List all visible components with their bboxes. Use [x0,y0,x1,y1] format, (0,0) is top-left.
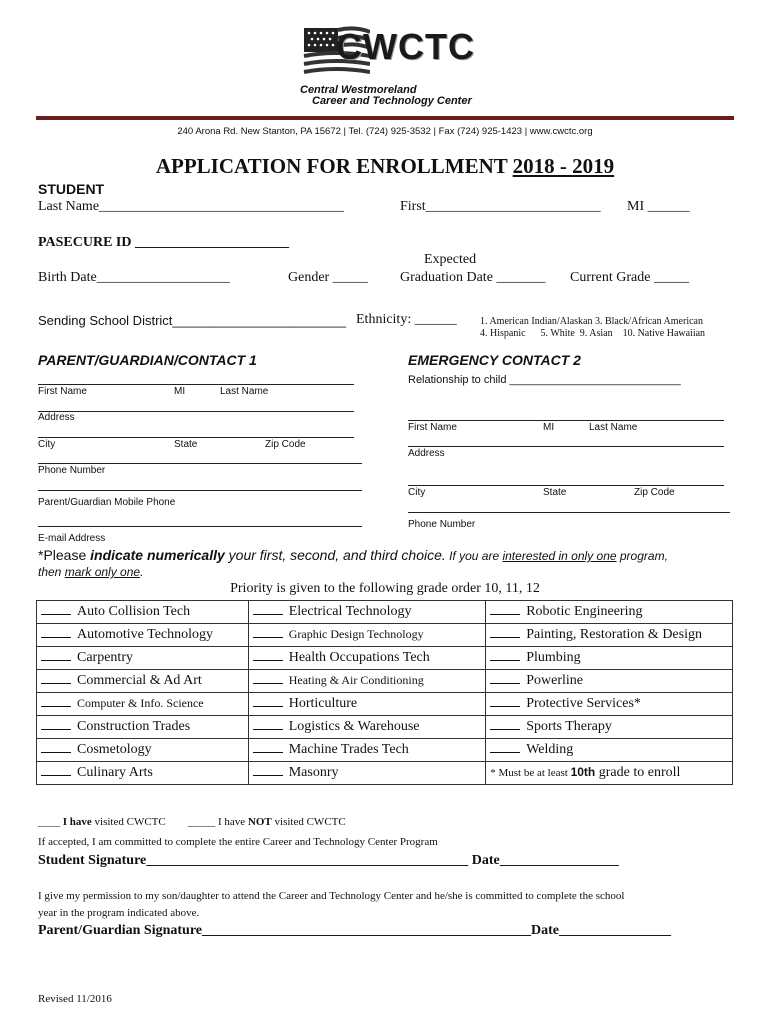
program-cell [486,693,733,716]
not-visited-blank[interactable]: _____ I have [187,816,248,828]
program-label: Machine Trades Tech [288,742,409,757]
parent-mobile-line[interactable] [38,490,362,491]
address-line: 240 Arona Rd. New Stanton, PA 15672 | Tel. (724) 925-3532 | Fax (724) 925-1423 | www.cwctc.org [177,126,593,137]
program-cell [486,670,733,693]
header-bar [36,116,734,120]
program-row [37,601,733,624]
instr-period: . [140,565,144,579]
program-cell [248,670,486,693]
program-choice-blank[interactable] [490,651,520,661]
program-row [37,624,733,647]
emergency-heading: EMERGENCY CONTACT 2 [408,352,581,368]
program-choice-blank[interactable] [253,674,283,684]
emergency-first-name-label: First Name [408,422,457,433]
emergency-address-label: Address [408,448,445,459]
programs-table [36,600,733,785]
parent-address-label: Address [38,412,75,423]
program-row [37,739,733,762]
program-choice-blank[interactable] [253,720,283,730]
emergency-city-line[interactable] [408,485,724,486]
program-choice-blank[interactable] [253,743,283,753]
birth-date-field[interactable]: Birth Date___________________ [38,270,230,285]
title-year: 2018 - 2019 [512,154,615,178]
footnote-star: * Must be at least [490,767,571,779]
emergency-address-line[interactable] [408,446,724,447]
program-cell [37,739,249,762]
program-choice-blank[interactable] [490,628,520,638]
emergency-zip-label: Zip Code [634,487,675,498]
program-cell [37,624,249,647]
program-cell [486,647,733,670]
program-cell [248,762,486,785]
parent-heading: PARENT/GUARDIAN/CONTACT 1 [38,352,257,368]
program-label: Electrical Technology [288,604,412,619]
ethnicity-codes-1: 1. American Indian/Alaskan 3. Black/African American [480,316,703,327]
ethnicity-codes-2: 4. Hispanic 5. White 9. Asian 10. Native Hawaiian [480,328,706,339]
program-label: Robotic Engineering [526,604,643,619]
program-choice-blank[interactable] [41,720,71,730]
visited-line [38,816,346,828]
program-cell [486,601,733,624]
parent-email-label: E-mail Address [38,533,106,544]
student-signature-field[interactable]: Student Signature______________________________________________ Date_________________ [38,853,619,868]
program-choice-blank[interactable] [490,697,520,707]
program-choice-blank[interactable] [41,651,71,661]
instr-indicate: indicate numerically [90,547,225,563]
emergency-mi-label: MI [543,422,555,433]
program-choice-blank[interactable] [490,674,520,684]
parent-mobile-label: Parent/Guardian Mobile Phone [38,497,176,508]
program-label: Masonry [288,765,339,780]
program-cell [37,762,249,785]
graduation-date-field[interactable]: Graduation Date _______ [400,270,546,285]
program-choice-blank[interactable] [253,766,283,776]
program-label: Horticulture [288,696,358,711]
program-choice-blank[interactable] [253,605,283,615]
program-cell [486,762,733,785]
permission-line-2: year in the program indicated above. [38,907,200,919]
instr-choices: your first, second, and third choice. [224,547,446,563]
program-cell [37,670,249,693]
program-choice-blank[interactable] [41,766,71,776]
expected-label: Expected [424,252,477,267]
program-label: Culinary Arts [77,765,153,780]
logo-wordmark: CWCTC [336,26,475,67]
program-label: Cosmetology [77,742,152,757]
program-choice-blank[interactable] [253,651,283,661]
program-choice-blank[interactable] [41,743,71,753]
program-label: Computer & Info. Science [77,696,204,710]
instr-please: *Please [38,547,91,563]
not-visited-bold: NOT [247,816,272,828]
page-title [0,154,770,179]
have-visited-rest: visited CWCTC [91,816,166,828]
parent-city-line[interactable] [38,437,354,438]
program-label: Heating & Air Conditioning [288,673,424,687]
parent-mi-label: MI [174,386,186,397]
emergency-name-line[interactable] [408,420,724,421]
program-label: Welding [526,742,574,757]
footnote-rest: grade to enroll [595,765,681,780]
commitment-statement: If accepted, I am committed to complete the entire Career and Technology Center Program [38,836,438,848]
program-cell [37,647,249,670]
instr-mark: mark only one [64,565,141,579]
gender-field[interactable]: Gender _____ [288,270,368,285]
first-name-field[interactable]: First_________________________ [400,199,601,214]
program-cell [248,693,486,716]
parent-state-label: State [174,439,198,450]
program-choice-blank[interactable] [41,605,71,615]
program-label: Auto Collision Tech [77,604,191,619]
parent-signature-field[interactable]: Parent/Guardian Signature_______________________________________________Date________________ [38,923,671,938]
program-choice-blank[interactable] [253,697,283,707]
permission-line-1: I give my permission to my son/daughter to attend the Career and Technology Center and he/she is committed to complete the school [38,890,625,902]
program-choice-blank[interactable] [41,697,71,707]
parent-zip-label: Zip Code [265,439,306,450]
program-cell [486,624,733,647]
program-label: Construction Trades [77,719,191,734]
program-cell [37,693,249,716]
instr-if-you: If you are [445,549,503,563]
emergency-phone-label: Phone Number [408,519,476,530]
footnote-grade: 10th [570,765,596,779]
current-grade-field[interactable]: Current Grade _____ [570,270,689,285]
logo-subtitle-2: Career and Technology Center [312,95,472,107]
parent-phone-line[interactable] [38,463,362,464]
program-cell [248,624,486,647]
age-footnote [490,765,680,780]
program-choice-blank[interactable] [490,743,520,753]
emergency-state-label: State [543,487,567,498]
parent-email-line[interactable] [38,526,362,527]
emergency-city-label: City [408,487,426,498]
priority-note: Priority is given to the following grade order 10, 11, 12 [230,581,540,596]
program-row [37,647,733,670]
program-row [37,670,733,693]
program-cell [248,716,486,739]
program-choice-blank[interactable] [41,628,71,638]
program-choice-blank[interactable] [490,720,520,730]
ethnicity-field[interactable]: Ethnicity: ______ [356,312,457,327]
program-label: Sports Therapy [526,719,612,734]
program-cell [37,601,249,624]
program-label: Protective Services* [526,696,641,711]
mi-field[interactable]: MI ______ [627,199,690,214]
parent-name-line[interactable] [38,384,354,385]
program-cell [37,716,249,739]
revised-date: Revised 11/2016 [38,993,112,1005]
parent-city-label: City [38,439,56,450]
program-label: Powerline [526,673,583,688]
program-choice-blank[interactable] [41,674,71,684]
instructions-line-2 [38,565,143,579]
program-label: Carpentry [77,650,133,665]
program-cell [248,601,486,624]
program-row [37,693,733,716]
program-label: Health Occupations Tech [288,650,430,665]
program-row [37,762,733,785]
sending-school-field[interactable]: Sending School District________________________ [38,313,346,328]
logo-subtitle-1: Central Westmoreland [300,84,417,96]
program-choice-blank[interactable] [253,628,283,638]
program-cell [486,716,733,739]
title-main: APPLICATION FOR ENROLLMENT [155,154,513,178]
student-heading: STUDENT [38,181,105,197]
program-cell [248,739,486,762]
relationship-field[interactable]: Relationship to child ____________________________ [408,374,681,386]
parent-last-name-label: Last Name [220,386,269,397]
parent-phone-label: Phone Number [38,465,106,476]
have-visited-bold: I have [62,816,92,828]
program-label: Logistics & Warehouse [288,719,420,734]
instr-program: program, [616,549,668,563]
program-cell [486,739,733,762]
not-visited-rest: visited CWCTC [271,816,346,828]
program-label: Plumbing [526,650,581,665]
school-logo [300,24,490,108]
pasecure-field[interactable]: PASECURE ID ______________________ [38,235,289,250]
program-label: Commercial & Ad Art [77,673,202,688]
parent-first-name-label: First Name [38,386,87,397]
emergency-last-name-label: Last Name [589,422,638,433]
program-label: Painting, Restoration & Design [526,627,702,642]
program-cell [248,647,486,670]
have-visited-blank[interactable]: ____ [38,816,63,828]
parent-address-line[interactable] [38,411,354,412]
emergency-phone-line[interactable] [408,512,730,513]
program-label: Graphic Design Technology [288,627,424,641]
last-name-field[interactable]: Last Name___________________________________ [38,199,345,214]
instr-interested: interested in only one [502,549,617,563]
program-row [37,716,733,739]
program-choice-blank[interactable] [490,605,520,615]
instr-then: then [38,565,65,579]
program-label: Automotive Technology [77,627,214,642]
instructions-line-1 [38,547,668,563]
